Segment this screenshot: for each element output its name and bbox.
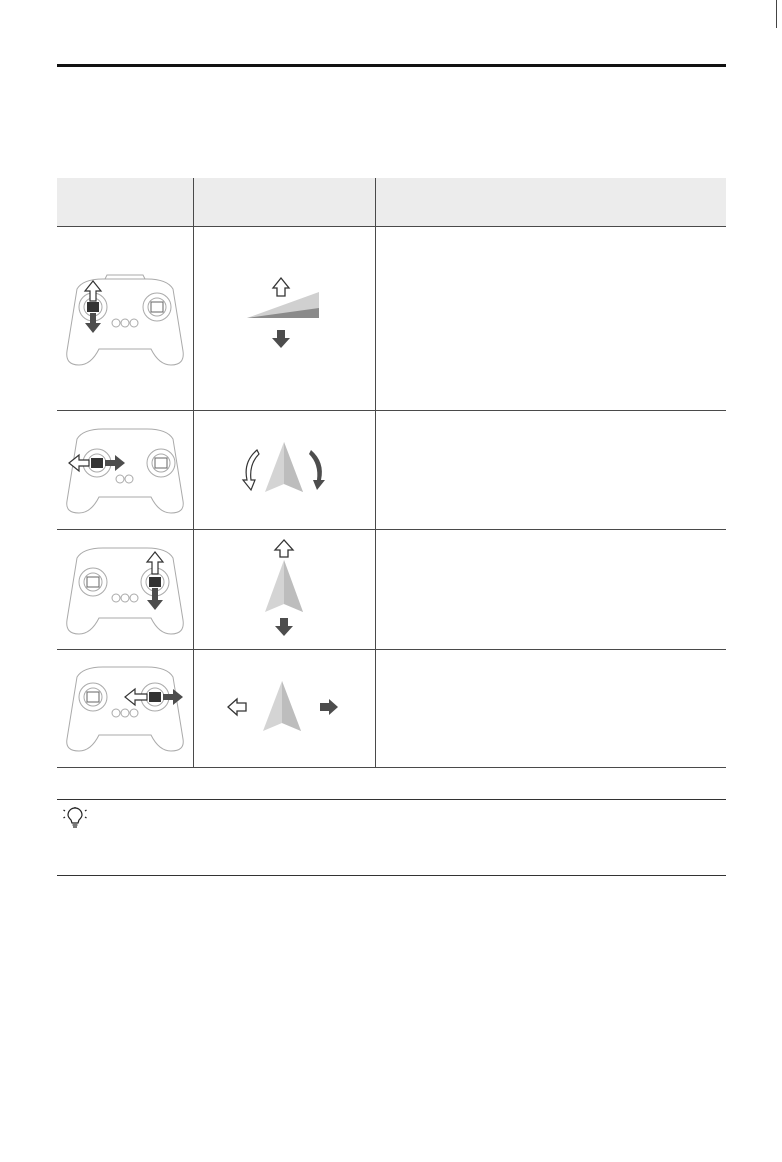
lightbulb-icon [63,807,87,829]
tip-note [57,799,726,876]
table-row [57,530,726,650]
aircraft-top-view-rotate-diagram [229,440,339,500]
controller-right-stick-vertical-diagram [63,542,187,638]
table-row [57,411,726,530]
aircraft-cell [193,227,375,411]
controller-right-stick-horizontal-diagram [63,663,187,755]
description-cell [375,227,726,411]
header-rule [57,64,726,67]
controller-left-stick-horizontal-diagram [63,425,187,515]
controller-cell [57,227,193,411]
table-header-row [57,178,726,227]
table-row [57,650,726,768]
aircraft-side-view-up-down-diagram [229,274,339,364]
aircraft-cell [193,530,375,650]
controller-cell [57,650,193,768]
table-row [57,227,726,411]
page-edge-line [776,0,777,28]
header-cell-remote-controller [57,178,193,227]
description-cell [375,530,726,650]
description-cell [375,411,726,530]
controller-cell [57,530,193,650]
aircraft-top-view-forward-backward-diagram [229,538,339,642]
aircraft-cell [193,411,375,530]
header-cell-aircraft [193,178,375,227]
description-cell [375,650,726,768]
controller-cell [57,411,193,530]
aircraft-cell [193,650,375,768]
controller-left-stick-vertical-diagram [63,269,187,369]
header-cell-remarks [375,178,726,227]
stick-control-table [57,178,726,768]
aircraft-top-view-left-right-diagram [224,679,344,739]
